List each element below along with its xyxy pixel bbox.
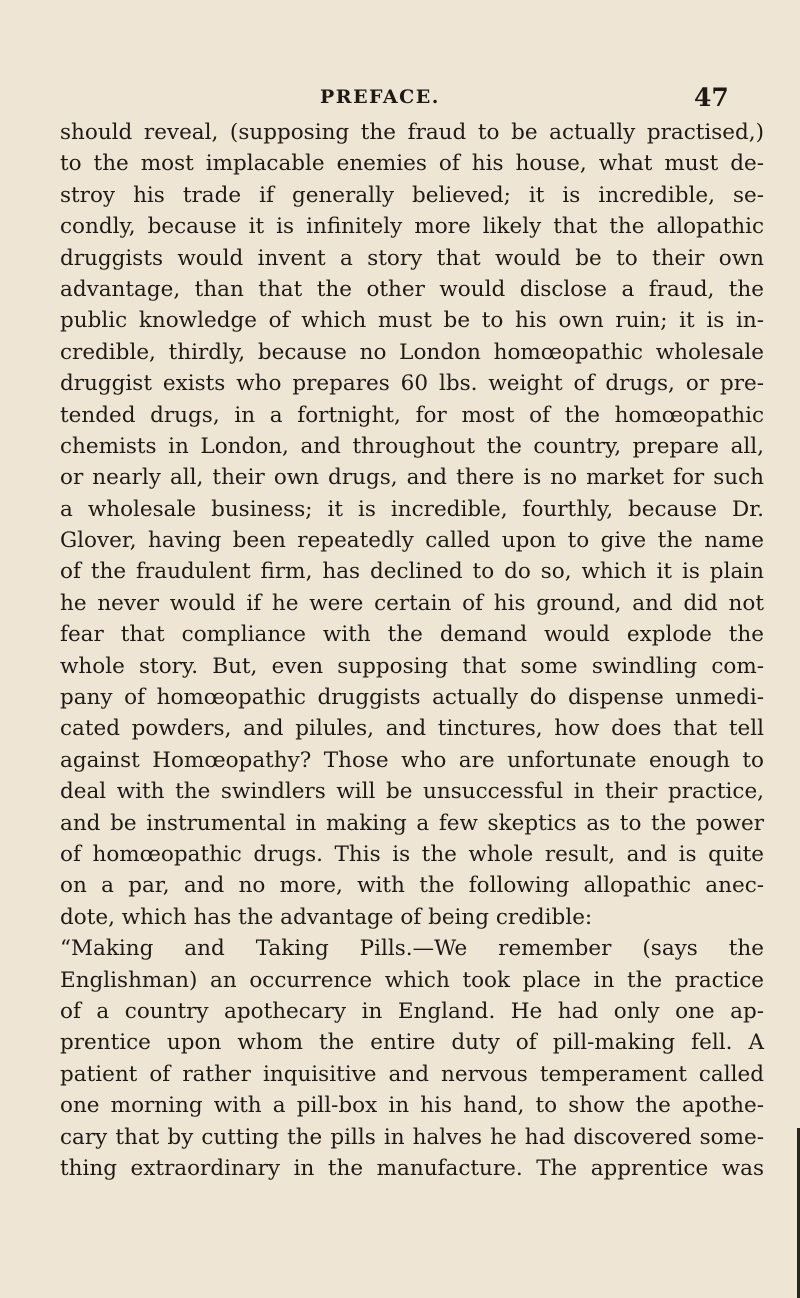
text-line: whole story. But, even supposing that some swindling com-: [60, 653, 764, 679]
running-title: PREFACE.: [320, 86, 440, 108]
text-line: stroy his trade if generally believed; it is incredible, se-: [60, 182, 764, 208]
text-line: druggist exists who prepares 60 lbs. weight of drugs, or pre-: [60, 371, 764, 397]
page-header: [60, 83, 760, 116]
text-line: thing extraordinary in the manufacture. The apprentice was: [60, 1155, 764, 1181]
text-line: chemists in London, and throughout the country, prepare all,: [60, 433, 764, 459]
text-line: to the most implacable enemies of his house, what must de-: [60, 151, 764, 177]
text-line: of homœopathic drugs. This is the whole result, and is quite: [60, 841, 764, 867]
text-line: tended drugs, in a fortnight, for most of the homœopathic: [60, 402, 764, 428]
text-line: on a par, and no more, with the following allopathic anec-: [60, 873, 764, 899]
body-text: [60, 117, 764, 1184]
text-line: of the fraudulent firm, has declined to do so, which it is plain: [60, 559, 764, 585]
text-line: or nearly all, their own drugs, and there is no market for such: [60, 465, 764, 491]
text-line: credible, thirdly, because no London homœopathic wholesale: [60, 339, 764, 365]
text-line: cated powders, and pilules, and tinctures, how does that tell: [60, 716, 764, 742]
text-line: “Making and Taking Pills.—We remember (says the: [60, 936, 764, 962]
text-line: public knowledge of which must be to his own ruin; it is in-: [60, 308, 764, 334]
text-line: dote, which has the advantage of being credible:: [60, 904, 593, 930]
text-line: druggists would invent a story that would be to their own: [60, 245, 764, 271]
page-number: 47: [694, 83, 729, 112]
text-line: advantage, than that the other would disclose a fraud, the: [60, 276, 764, 302]
text-line: one morning with a pill-box in his hand, to show the apothe-: [60, 1093, 764, 1119]
text-line: he never would if he were certain of his ground, and did not: [60, 590, 764, 616]
text-line: fear that compliance with the demand would explode the: [60, 622, 764, 648]
text-line: deal with the swindlers will be unsuccessful in their practice,: [60, 779, 764, 805]
text-line: pany of homœopathic druggists actually do dispense unmedi-: [60, 685, 764, 711]
text-line: Glover, having been repeatedly called upon to give the name: [60, 528, 764, 554]
text-line: condly, because it is infinitely more likely that the allopathic: [60, 214, 764, 240]
text-line: cary that by cutting the pills in halves he had discovered some-: [60, 1124, 764, 1150]
text-line: and be instrumental in making a few skeptics as to the power: [60, 810, 764, 836]
text-line: of a country apothecary in England. He had only one ap-: [60, 998, 764, 1024]
text-line: Englishman) an occurrence which took place in the practice: [60, 967, 764, 993]
text-line: a wholesale business; it is incredible, fourthly, because Dr.: [60, 496, 764, 522]
text-line: should reveal, (supposing the fraud to be actually practised,): [60, 120, 764, 145]
text-line: prentice upon whom the entire duty of pill-making fell. A: [60, 1030, 764, 1056]
text-line: patient of rather inquisitive and nervous temperament called: [60, 1061, 764, 1087]
text-line: against Homœopathy? Those who are unfortunate enough to: [60, 747, 764, 773]
